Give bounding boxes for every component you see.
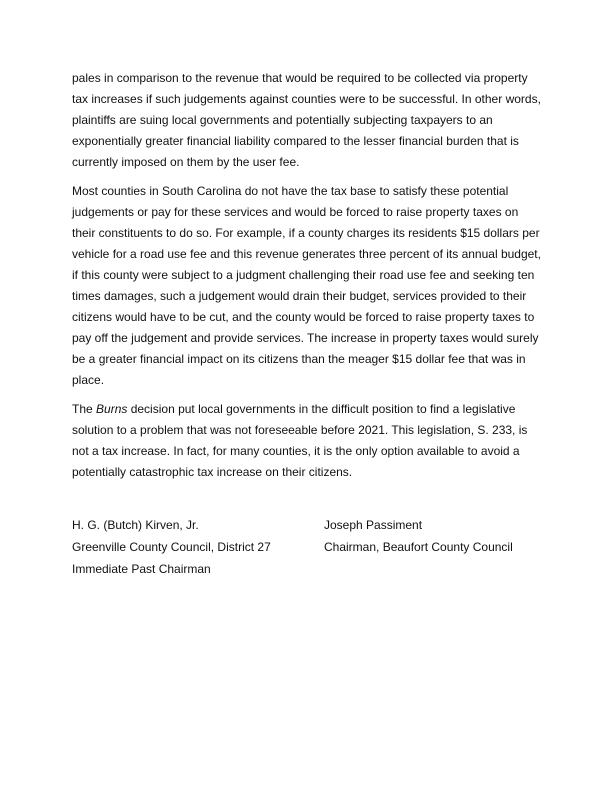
signer-title: Chairman, Beaufort County Council: [324, 540, 513, 554]
paragraph-3-prefix: The: [72, 402, 97, 416]
signature-block-right: [324, 514, 513, 558]
signer-name: Joseph Passiment: [324, 518, 423, 532]
signer-name: H. G. (Butch) Kirven, Jr.: [72, 518, 199, 532]
letter-body: [72, 68, 542, 491]
paragraph-1: pales in comparison to the revenue that would be required to be collected via property tax increases if such judgements against counties were to be successful. In other words, plaintiffs are suing local governments and potentially subjecting taxpayers to an exponentially greater financial liability compared to the lesser financial burden that is currently imposed on them by the user fee.: [72, 71, 541, 169]
paragraph-3: [72, 399, 542, 483]
signer-title: Greenville County Council, District 27: [72, 540, 271, 554]
burns-case-name: Burns: [96, 402, 128, 416]
signature-block-left: [72, 514, 271, 580]
signer-extra-title: Immediate Past Chairman: [72, 562, 211, 576]
paragraph-2: Most counties in South Carolina do not have the tax base to satisfy these potential judgements or pay for these services and would be forced to raise property taxes on their constituents to do so. For example, if a county charges its residents $15 dollars per vehicle for a road use fee and this revenue generates three percent of its annual budget, if this county were subject to a judgment challenging their road use fee and seeking ten times damages, such a judgement would drain their budget, services provided to their citizens would have to be cut, and the county would be forced to raise property taxes to pay off the judgement and provide services. The increase in property taxes would surely be a greater financial impact on its citizens than the meager $15 dollar fee that was in place.: [72, 184, 541, 387]
paragraph-3-text: decision put local governments in the difficult position to find a legislative solution to a problem that was not foreseeable before 2021. This legislation, S. 233, is not a tax increase. In fact, for many counties, it is the only option available to avoid a potentially catastrophic tax increase on their citizens.: [72, 402, 528, 479]
